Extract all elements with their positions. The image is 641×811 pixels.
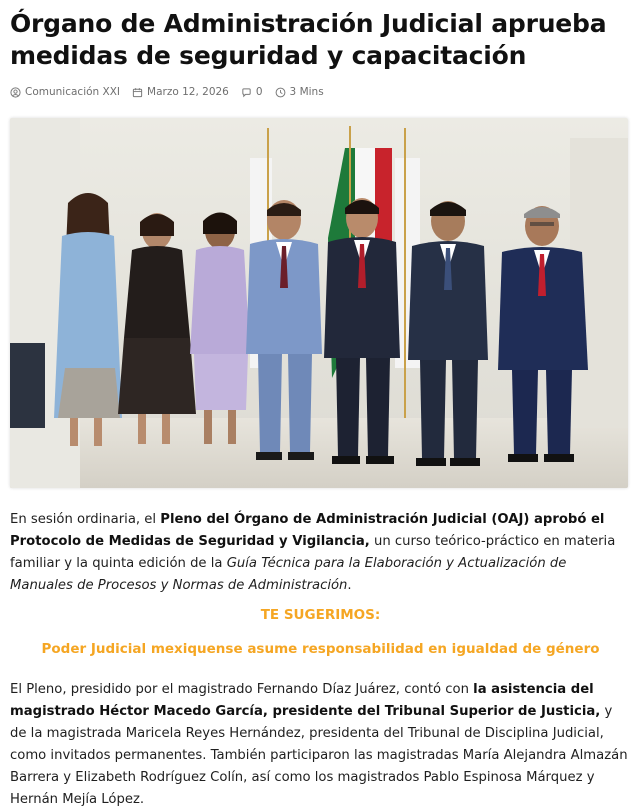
meta-comments[interactable] [241,86,263,98]
author-name: Comunicación XXI [25,86,121,98]
comment-count: 0 [255,86,263,98]
p1-text-1: En sesión ordinaria, el [10,512,161,527]
article-meta [10,84,336,100]
intro-paragraph [10,509,630,597]
clock-icon [275,87,286,98]
p1-text-2: un curso teórico-práctico en materia familiar y la quinta edición de la [10,534,616,571]
p1-italic-guide: Guía Técnica para la Elaboración y Actualización de Manuales de Procesos y Normas de Administración [10,556,567,593]
second-paragraph [10,679,630,811]
meta-author[interactable] [10,86,120,98]
publish-date: Marzo 12, 2026 [147,86,229,98]
p1-text-3: . [347,578,352,593]
meta-date [132,86,229,98]
suggest-heading: TE SUGERIMOS: [260,607,381,623]
article-title: Órgano de Administración Judicial aprueba medidas de seguridad y capacitación [10,9,607,70]
p2-text-2: y de la magistrada Maricela Reyes Hernández, presidenta del Tribunal de Disciplina Judicial, como invitados permanentes. También participaron las magistradas María Alejandra Almazán Barrera y Elizabeth Rodríguez Colín, así como los magistrados Pablo Espinosa Márquez y Hernán Mejía López. [10,704,628,807]
comment-icon [241,87,252,98]
featured-image [10,118,628,488]
read-time: 3 Mins [289,86,324,98]
p1-bold: Pleno del Órgano de Administración Judicial (OAJ) aprobó el Protocolo de Medidas de Seguridad y Vigilancia, [10,512,605,549]
user-icon [10,87,21,98]
p2-text-1: El Pleno, presidido por el magistrado Fernando Díaz Juárez, contó con [10,682,474,697]
p2-bold: la asistencia del magistrado Héctor Macedo García, presidente del Tribunal Superior de Justicia, [10,682,601,719]
meta-read-time [275,86,324,98]
suggested-article-link[interactable]: Poder Judicial mexiquense asume responsabilidad en igualdad de género [41,641,600,657]
calendar-icon [132,87,143,98]
